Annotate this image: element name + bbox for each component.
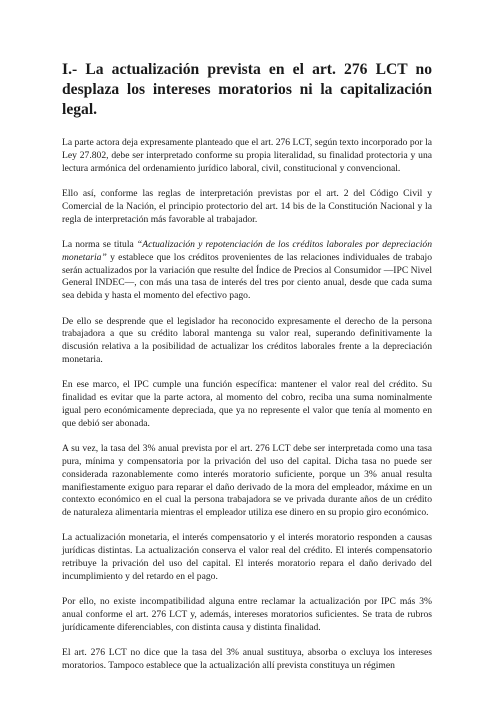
paragraph-2: Ello así, conforme las reglas de interpretación previstas por el art. 2 del Código Civil y Comercial de la Nación, el principio protectorio del art. 14 bis de la Constitución Nacional y la regla de interpretación más favorable al trabajador.	[62, 187, 432, 225]
paragraph-8: Por ello, no existe incompatibilidad alguna entre reclamar la actualización por IPC más 3% anual conforme el art. 276 LCT y, además, intereses moratorios suficientes. Se trata de rubros jurídicamente diferenciables, con distinta causa y distinta finalidad.	[62, 596, 432, 633]
norm-title-italic: “Actualización y repotenciación de los créditos laborales por depreciación monetaria”	[62, 238, 432, 263]
section-heading: I.- La actualización prevista en el art. 276 LCT no desplaza los intereses moratorios ni la capitalización legal.	[62, 61, 432, 118]
document-page	[62, 60, 432, 685]
paragraph-1: La parte actora deja expresamente planteado que el art. 276 LCT, según texto incorporado por la Ley 27.802, debe ser interpretado conforme su propia literalidad, su finalidad protectoria y una lectura armónica del ordenamiento jurídico laboral, civil, constitucional y convencional.	[62, 137, 432, 174]
paragraph-3-body: y establece que los créditos provenientes de las relaciones individuales de trabajo serán actualizados por la variación que resulte del Índice de Precios al Consumidor —IPC Nivel General INDEC—, con más una tasa de interés del tres por ciento anual, desde que cada suma sea debida y hasta el momento del efectivo pago.	[62, 251, 432, 302]
paragraph-9: El art. 276 LCT no dice que la tasa del 3% anual sustituya, absorba o excluya los intereses moratorios. Tampoco establece que la actualización allí prevista constituya un régimen	[62, 647, 432, 672]
paragraph-5: En ese marco, el IPC cumple una función específica: mantener el valor real del crédito. Su finalidad es evitar que la parte actora, al momento del cobro, reciba una suma nominalmente igual pero económicamente depreciada, que ya no represente el valor que tenía al momento en que debió ser abonada.	[62, 379, 432, 429]
paragraph-6: A su vez, la tasa del 3% anual prevista por el art. 276 LCT debe ser interpretada como una tasa pura, mínima y compensatoria por la privación del uso del capital. Dicha tasa no puede ser considerada razonablemente como interés moratorio suficiente, porque un 3% anual resulta manifiestamente exiguo para reparar el daño derivado de la mora del empleador, máxime en un contexto económico en el cual la persona trabajadora se ve privada durante años de un crédito de naturaleza alimentaria mientras el empleador utiliza ese dinero en su propio giro económico.	[62, 443, 432, 519]
paragraph-3-lead: La norma se titula	[62, 238, 137, 250]
paragraph-4: De ello se desprende que el legislador ha reconocido expresamente el derecho de la persona trabajadora a que su crédito laboral mantenga su valor real, superando definitivamente la discusión relativa a la posibilidad de actualizar los créditos laborales frente a la depreciación monetaria.	[62, 315, 432, 365]
paragraph-3	[62, 239, 432, 303]
paragraph-7: La actualización monetaria, el interés compensatorio y el interés moratorio responden a causas jurídicas distintas. La actualización conserva el valor real del crédito. El interés compensatorio retribuye la privación del uso del capital. El interés moratorio repara el daño derivado del incumplimiento y del retardo en el pago.	[62, 532, 432, 582]
